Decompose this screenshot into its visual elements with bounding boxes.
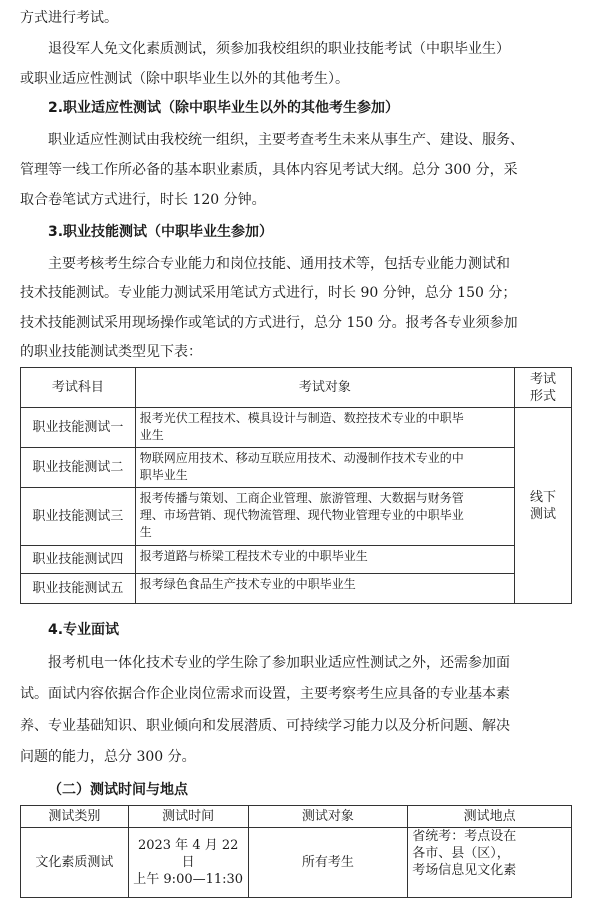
target-cell: 报考绿色食品生产技术专业的中职毕业生 xyxy=(135,574,514,604)
section-heading: 2.职业适应性测试（除中职毕业生以外的其他考生参加） xyxy=(48,100,400,116)
paragraph-line: 管理等一线工作所必备的基本职业素质，具体内容见考试大纲。总分 300 分，采 xyxy=(20,162,518,178)
table-row xyxy=(21,546,572,574)
test-schedule-table xyxy=(20,805,572,898)
table-row xyxy=(21,448,572,488)
header-form: 考试 形式 xyxy=(515,368,572,408)
target-cell: 所有考生 xyxy=(248,828,408,898)
section-heading: 3.职业技能测试（中职毕业生参加） xyxy=(48,224,274,240)
header-subject: 考试科目 xyxy=(21,368,136,408)
table-row xyxy=(21,828,572,898)
paragraph-line: 试。面试内容依据合作企业岗位需求而设置，主要考察考生应具备的专业基本素 xyxy=(20,686,510,702)
paragraph-line: 或职业适应性测试（除中职毕业生以外的其他考生）。 xyxy=(20,71,349,87)
paragraph-line: 职业适应性测试由我校统一组织，主要考查考生未来从事生产、建设、服务、 xyxy=(48,132,524,148)
section-heading: 4.专业面试 xyxy=(48,622,120,638)
paragraph-line: 养、专业基础知识、职业倾向和发展潜质、可持续学习能力以及分析问题、解决 xyxy=(20,718,510,734)
paragraph-line: 报考机电一体化技术专业的学生除了参加职业适应性测试之外，还需参加面 xyxy=(48,655,510,671)
skill-test-table xyxy=(20,367,572,604)
form-cell: 线下 测试 xyxy=(515,408,572,604)
header-time: 测试时间 xyxy=(128,806,248,828)
location-cell: 省统考：考点设在 各市、县（区）， 考场信息见文化素 xyxy=(408,828,572,898)
target-cell: 报考光伏工程技术、模具设计与制造、数控技术专业的中职毕 业生 xyxy=(135,408,514,448)
paragraph-line: 技术技能测试。专业能力测试采用笔试方式进行，时长 90 分钟，总分 150 分； xyxy=(20,285,517,301)
target-cell: 报考道路与桥梁工程技术专业的中职毕业生 xyxy=(135,546,514,574)
subject-cell: 职业技能测试五 xyxy=(21,574,136,604)
table-row xyxy=(21,574,572,604)
header-target: 测试对象 xyxy=(248,806,408,828)
paragraph-line: 取合卷笔试方式进行，时长 120 分钟。 xyxy=(20,192,266,208)
paragraph-line: 退役军人免文化素质测试，须参加我校组织的职业技能考试（中职毕业生） xyxy=(48,41,510,57)
header-category: 测试类别 xyxy=(21,806,129,828)
section-heading: （二）测试时间与地点 xyxy=(48,782,188,798)
paragraph-line: 问题的能力，总分 300 分。 xyxy=(20,749,196,765)
subject-cell: 职业技能测试一 xyxy=(21,408,136,448)
paragraph-line: 方式进行考试。 xyxy=(20,10,118,26)
target-cell: 物联网应用技术、移动互联应用技术、动漫制作技术专业的中 职毕业生 xyxy=(135,448,514,488)
subject-cell: 职业技能测试二 xyxy=(21,448,136,488)
header-location: 测试地点 xyxy=(408,806,572,828)
table-row xyxy=(21,408,572,448)
table-row xyxy=(21,488,572,546)
subject-cell: 职业技能测试三 xyxy=(21,488,136,546)
category-cell: 文化素质测试 xyxy=(21,828,129,898)
paragraph-line: 技术技能测试采用现场操作或笔试的方式进行，总分 150 分。报考各专业须参加 xyxy=(20,315,518,331)
time-cell: 2023 年 4 月 22 日 上午 9:00—11:30 xyxy=(128,828,248,898)
target-cell: 报考传播与策划、工商企业管理、旅游管理、大数据与财务管 理、市场营销、现代物流管理、现代物业管理专业的中职毕业 生 xyxy=(135,488,514,546)
paragraph-line: 主要考核考生综合专业能力和岗位技能、通用技术等，包括专业能力测试和 xyxy=(48,256,510,272)
paragraph-line: 的职业技能测试类型见下表： xyxy=(20,344,202,360)
subject-cell: 职业技能测试四 xyxy=(21,546,136,574)
header-target: 考试对象 xyxy=(135,368,514,408)
